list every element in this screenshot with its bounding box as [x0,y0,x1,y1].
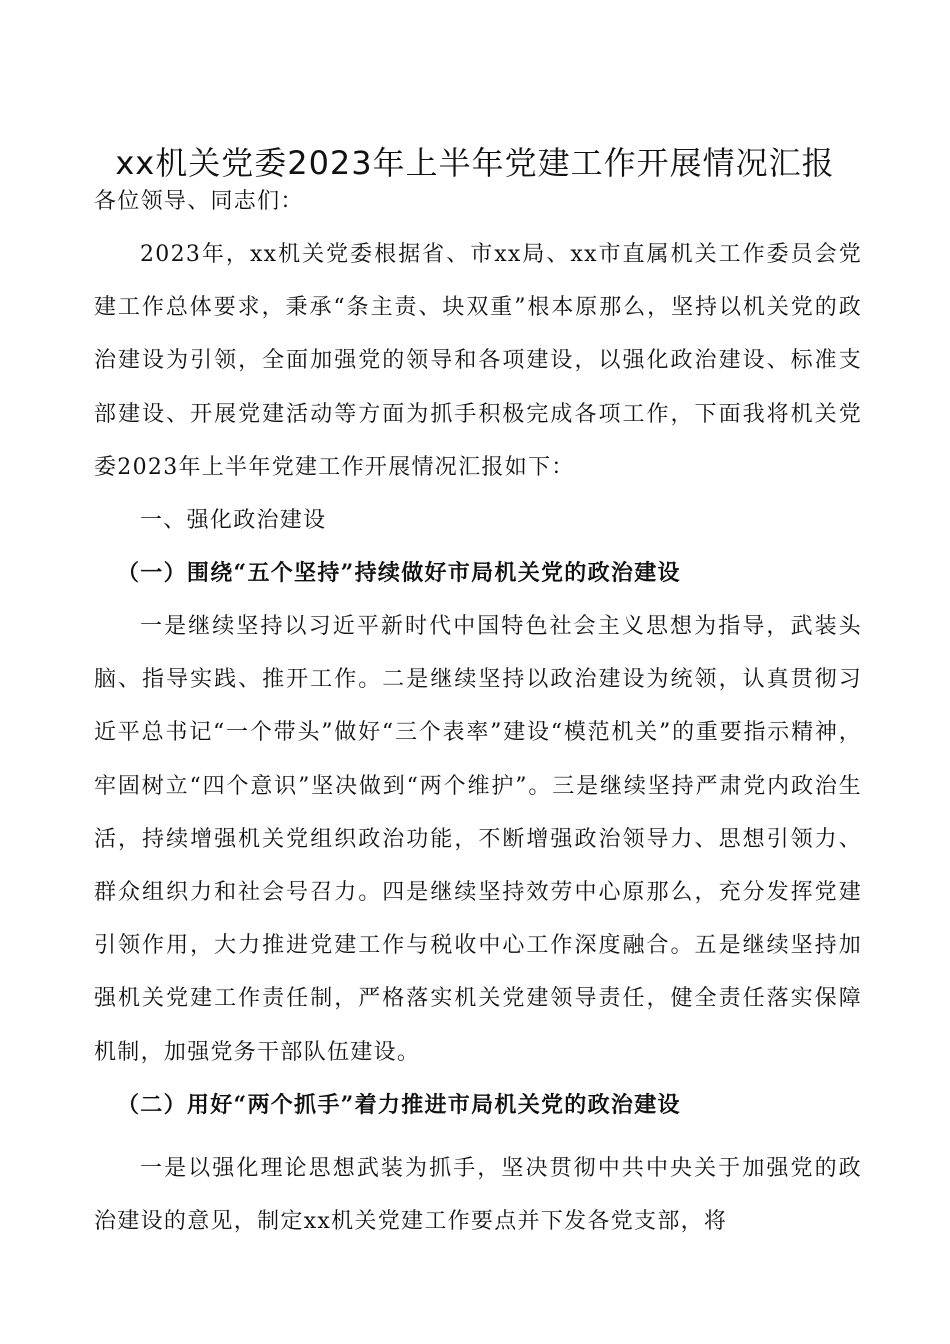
intro-paragraph: 2023年，xx机关党委根据省、市xx局、xx市直属机关工作委员会党建工作总体要求，秉承“条主责、块双重”根本原那么，坚持以机关党的政治建设为引领，全面加强党的领导和各项建设，以强化政治建设、标准支部建设、开展党建活动等方面为抓手积极完成各项工作，下面我将机关党委2023年上半年党建工作开展情况汇报如下： [94,242,862,480]
subsection-heading-two-handles: （二）用好“两个抓手”着力推进市局机关党的政治建设 [117,1092,681,1118]
section-heading-political-building: 一、强化政治建设 [140,508,327,533]
subsection-heading-five-persistences: （一）围绕“五个坚持”持续做好市局机关党的政治建设 [117,560,681,586]
document-title: xx机关党委2023年上半年党建工作开展情况汇报 [115,144,835,182]
subsection-body-five-persistences: 一是继续坚持以习近平新时代中国特色社会主义思想为指导，武装头脑、指导实践、推开工作。二是继续坚持以政治建设为统领，认真贯彻习近平总书记“一个带头”做好“三个表率”建设“模范机关”的重要指示精神，牢固树立“四个意识”坚决做到“两个维护”。三是继续坚持严肃党内政治生活，持续增强机关党组织政治功能，不断增强政治领导力、思想引领力、群众组织力和社会号召力。四是继续坚持效劳中心原那么，充分发挥党建引领作用，大力推进党建工作与税收中心工作深度融合。五是继续坚持加强机关党建工作责任制，严格落实机关党建领导责任，健全责任落实保障机制，加强党务干部队伍建设。 [94,614,862,1065]
subsection-body-two-handles: 一是以强化理论思想武装为抓手，坚决贯彻中共中央关于加强党的政治建设的意见，制定xx机关党建工作要点并下发各党支部，将 [94,1156,862,1235]
salutation: 各位领导、同志们： [94,189,304,214]
